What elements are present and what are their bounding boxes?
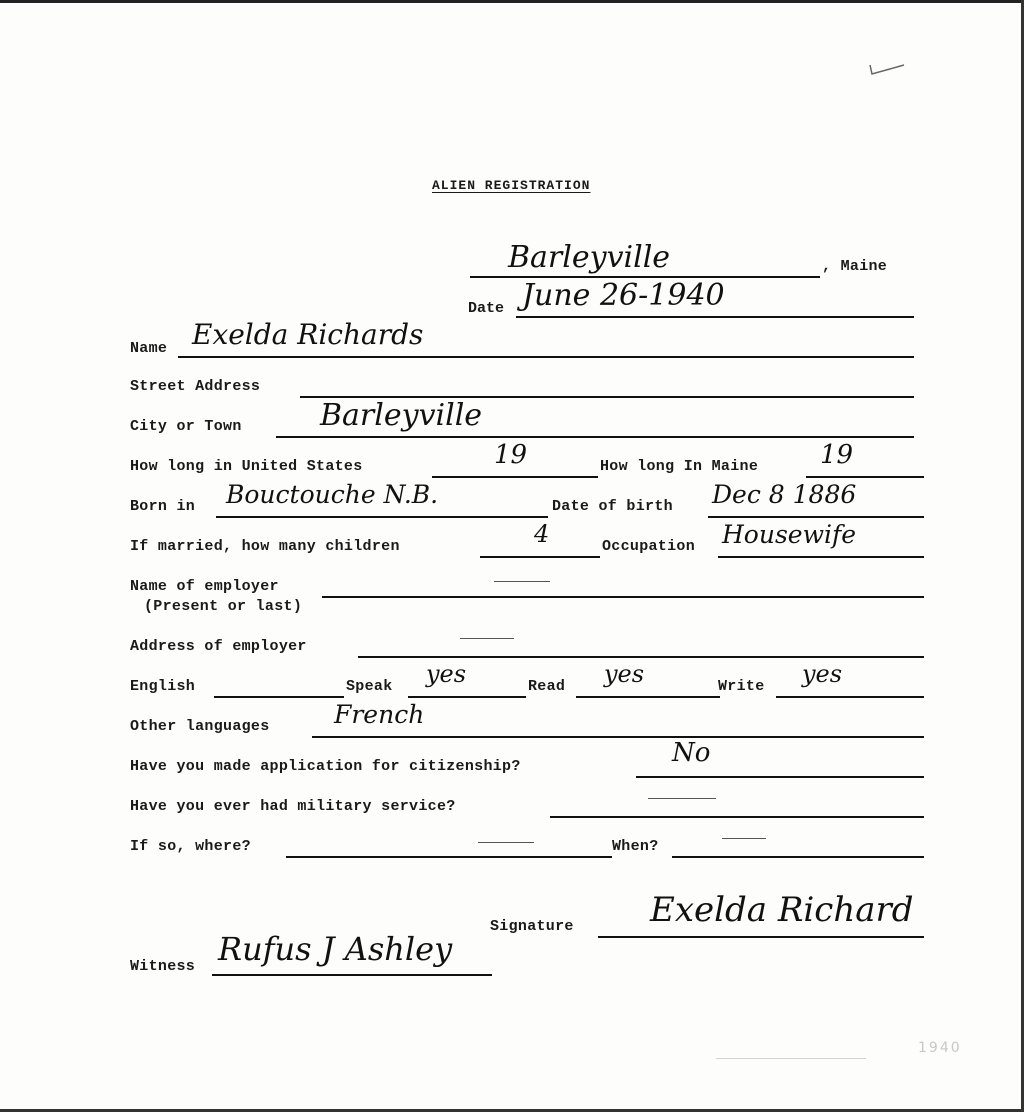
witness-label: Witness: [130, 958, 196, 975]
faint-stamp-mark: [716, 1058, 866, 1059]
occupation-line: [718, 556, 924, 558]
other-languages-line: [312, 736, 924, 738]
where-line: [286, 856, 612, 858]
write-line: [776, 696, 924, 698]
us-duration-value: 19: [494, 440, 528, 470]
faint-date-stamp: 1940: [918, 1040, 962, 1056]
english-label: English: [130, 678, 196, 695]
employer-name-sublabel: (Present or last): [144, 598, 303, 615]
children-label: If married, how many children: [130, 538, 400, 555]
city-value: Barleyville: [320, 398, 483, 433]
speak-value: yes: [426, 660, 467, 688]
citizenship-label: Have you made application for citizenship?: [130, 758, 521, 775]
born-in-label: Born in: [130, 498, 196, 515]
us-duration-label: How long in United States: [130, 458, 363, 475]
date-label: Date: [468, 300, 505, 317]
date-value: June 26-1940: [522, 278, 725, 313]
military-line: [550, 816, 924, 818]
speak-line: [408, 696, 526, 698]
employer-name-label: Name of employer: [130, 578, 279, 595]
citizenship-line: [636, 776, 924, 778]
where-dash: [478, 842, 534, 843]
name-label: Name: [130, 340, 168, 357]
occupation-label: Occupation: [602, 538, 696, 555]
employer-name-dash: [494, 581, 550, 582]
date-of-birth-label: Date of birth: [552, 498, 673, 515]
employer-name-line: [322, 596, 924, 598]
citizenship-value: No: [672, 738, 711, 768]
when-label: When?: [612, 838, 659, 855]
read-label: Read: [528, 678, 566, 695]
occupation-value: Housewife: [722, 520, 857, 549]
maine-duration-line: [806, 476, 924, 478]
witness-line: [212, 974, 492, 976]
children-value: 4: [534, 520, 550, 548]
witness-value: Rufus J Ashley: [218, 930, 453, 968]
city-label: City or Town: [130, 418, 242, 435]
signature-line: [598, 936, 924, 938]
signature-value: Exelda Richard: [650, 890, 914, 930]
employer-address-label: Address of employer: [130, 638, 307, 655]
speak-label: Speak: [346, 678, 393, 695]
other-languages-label: Other languages: [130, 718, 270, 735]
street-address-label: Street Address: [130, 378, 261, 395]
where-label: If so, where?: [130, 838, 251, 855]
scan-edge-top: [0, 0, 1024, 3]
read-line: [576, 696, 720, 698]
write-value: yes: [802, 660, 843, 688]
date-of-birth-line: [708, 516, 924, 518]
write-label: Write: [718, 678, 765, 695]
born-in-line: [216, 516, 548, 518]
military-label: Have you ever had military service?: [130, 798, 456, 815]
signature-label: Signature: [490, 918, 574, 935]
read-value: yes: [604, 660, 645, 688]
name-line: [178, 356, 914, 358]
employer-address-line: [358, 656, 924, 658]
date-line: [516, 316, 914, 318]
place-value: Barleyville: [508, 240, 671, 275]
english-line: [214, 696, 344, 698]
other-languages-value: French: [334, 700, 425, 729]
check-mark-icon: [868, 62, 906, 76]
maine-duration-label: How long In Maine: [600, 458, 759, 475]
maine-duration-value: 19: [820, 440, 854, 470]
place-state-label: , Maine: [822, 258, 888, 275]
city-line: [276, 436, 914, 438]
children-line: [480, 556, 600, 558]
born-in-value: Bouctouche N.B.: [226, 480, 439, 509]
us-duration-line: [432, 476, 598, 478]
employer-address-dash: [460, 638, 514, 639]
name-value: Exelda Richards: [192, 318, 424, 351]
when-dash: [722, 838, 766, 839]
form-title: ALIEN REGISTRATION: [432, 178, 591, 193]
military-dash: [648, 798, 716, 799]
date-of-birth-value: Dec 8 1886: [712, 480, 857, 509]
when-line: [672, 856, 924, 858]
